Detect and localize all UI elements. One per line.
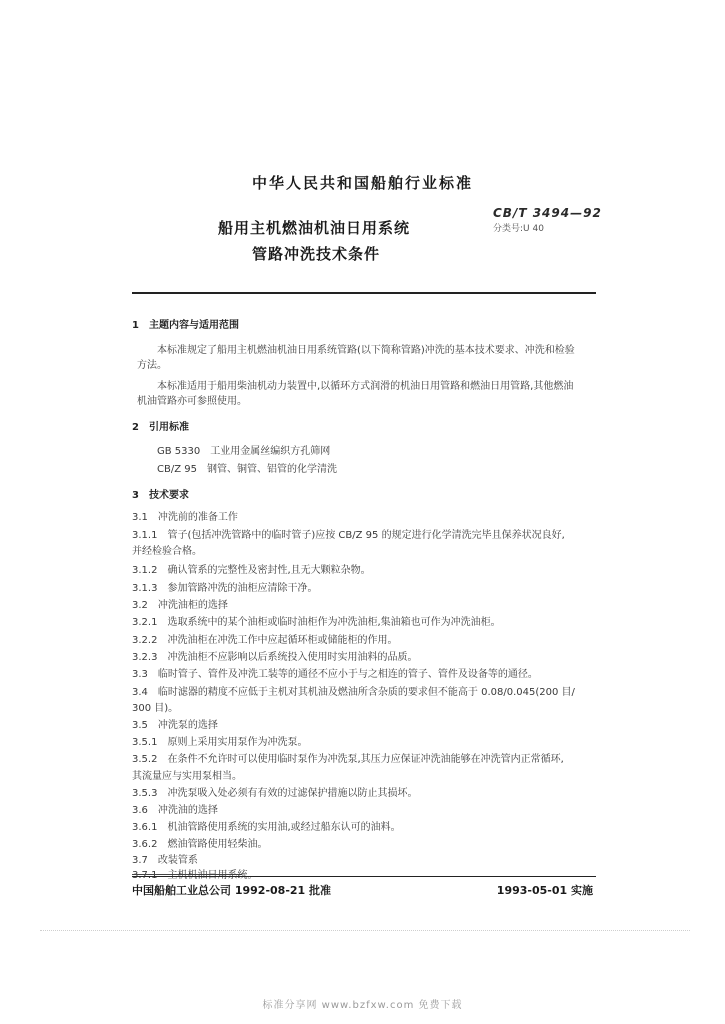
text-line: 3.3 临时管子、管件及冲洗工装等的通径不应小于与之相连的管子、管件及设备等的通径。 (132, 669, 538, 680)
watermark-text: 标准分享网 www.bzfxw.com 免费下载 (262, 1000, 463, 1011)
last-line-underline (132, 874, 242, 875)
approval-line: 中国船舶工业总公司 1992-08-21 批准 (132, 884, 332, 897)
text-line: 3.6.2 燃油管路使用轻柴油。 (132, 839, 268, 850)
section-heading: 1 主题内容与适用范围 (132, 320, 239, 331)
standard-code: CB/T 3494—92 (493, 206, 602, 220)
text-line: GB 5330 工业用金属丝编织方孔筛网 (157, 446, 331, 457)
text-line: 本标准规定了船用主机燃油机油日用系统管路(以下简称管路)冲洗的基本技术要求、冲洗和检验 (157, 345, 575, 356)
text-line: 3.7 改装管系 (132, 855, 198, 866)
text-line: 并经检验合格。 (132, 546, 202, 557)
text-line: 其流量应与实用泵相当。 (132, 771, 242, 782)
text-line: 本标准适用于船用柴油机动力装置中,以循环方式润滑的机油日用管路和燃油日用管路,其他燃油 (157, 381, 574, 392)
text-line: 3.6 冲洗油的选择 (132, 805, 218, 816)
document-title-line1: 船用主机燃油机油日用系统 (218, 219, 411, 237)
issuing-body-title: 中华人民共和国船舶行业标准 (251, 174, 473, 192)
text-line: 3.1 冲洗前的准备工作 (132, 512, 238, 523)
text-line: 3.6.1 机油管路使用系统的实用油,或经过船东认可的油料。 (132, 822, 401, 833)
text-line: 3.2.3 冲洗油柜不应影响以后系统投入使用时实用油料的品质。 (132, 652, 418, 663)
document-title-line2: 管路冲洗技术条件 (252, 245, 381, 263)
header-divider (132, 292, 596, 294)
classification-number: 分类号:U 40 (493, 224, 544, 234)
text-line: 3.5 冲洗泵的选择 (132, 720, 218, 731)
text-line: 3.1.2 确认管系的完整性及密封性,且无大颗粒杂物。 (132, 565, 371, 576)
text-line: 3.2 冲洗油柜的选择 (132, 600, 228, 611)
text-line: 3.7.1 主机机油日用系统。 (132, 870, 258, 881)
scan-noise-line (40, 930, 690, 931)
text-line: 3.2.2 冲洗油柜在冲洗工作中应起循环柜或储能柜的作用。 (132, 635, 398, 646)
text-line: CB/Z 95 钢管、铜管、铝管的化学清洗 (157, 464, 337, 475)
text-line: 机油管路亦可参照使用。 (137, 396, 247, 407)
footer-divider (132, 876, 596, 877)
text-line: 3.5.1 原则上采用实用泵作为冲洗泵。 (132, 737, 308, 748)
text-line: 3.2.1 选取系统中的某个油柜或临时油柜作为冲洗油柜,集油箱也可作为冲洗油柜。 (132, 617, 501, 628)
text-line: 300 目)。 (132, 703, 179, 714)
text-line: 方法。 (137, 360, 167, 371)
section-heading: 2 引用标准 (132, 422, 189, 433)
text-line: 3.1.3 参加管路冲洗的油柜应清除干净。 (132, 583, 318, 594)
text-line: 3.5.2 在条件不允许时可以使用临时泵作为冲洗泵,其压力应保证冲洗油能够在冲洗管内正常循环, (132, 754, 564, 765)
text-line: 3.1.1 管子(包括冲洗管路中的临时管子)应按 CB/Z 95 的规定进行化学清洗完毕且保养状况良好, (132, 530, 565, 541)
text-line: 3.5.3 冲洗泵吸入处必须有有效的过滤保护措施以防止其损坏。 (132, 788, 418, 799)
text-line: 3.4 临时滤器的精度不应低于主机对其机油及燃油所含杂质的要求但不能高于 0.08/0.045(200 目/ (132, 687, 575, 698)
section-heading: 3 技术要求 (132, 490, 189, 501)
implementation-date: 1993-05-01 实施 (496, 884, 593, 897)
